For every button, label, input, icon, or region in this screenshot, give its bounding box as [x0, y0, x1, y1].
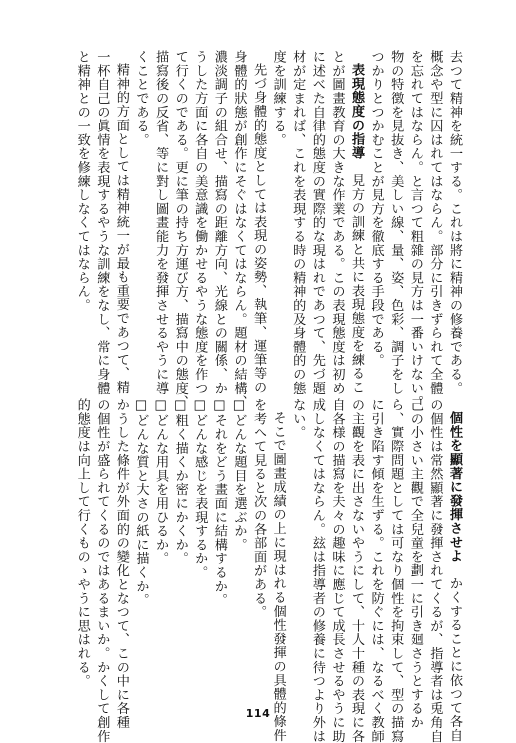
text-column: の主觀を表に出さないやうにして、十人十種の表現に各	[349, 398, 365, 743]
text-column: 己の小さい主觀で全兒童を劃一に引き廻さうとするか	[407, 398, 423, 730]
text-column: ら、實際問題としては可なり個性を拘束して、型の描寫	[388, 398, 404, 743]
text-column: うした方面に各自の美意識を働かせるやうな態度を作つ	[192, 50, 208, 395]
text-column: □どんな題目を選ぶか。	[231, 398, 247, 552]
text-column: 物の特徴を見抜き、美しい線、量、姿、色彩、調子をし	[388, 50, 404, 395]
text-column: に述べた自律的態度の實際的な現はれであつて、先づ題	[309, 50, 325, 395]
text-column: くことである。	[133, 50, 149, 147]
text-column: 先づ身體的態度としては表現の姿勢、執筆、運筆等の	[251, 63, 267, 395]
upper-text-block	[72, 50, 464, 409]
text-column: 一杯自己の眞情を表現するやうな訓練をなし、常に身體	[94, 50, 110, 395]
text-column: □どんな感じを表現するか。	[192, 398, 208, 580]
page-number: 114	[245, 707, 271, 720]
text-column: □それをどう畫面に結構するか。	[211, 398, 227, 607]
text-column: □粗く描くか密にかくか。	[172, 398, 188, 566]
text-column: □どんな質と大さの紙に描くか。	[133, 398, 149, 607]
text-column: 度を訓練する。	[270, 50, 286, 147]
text-column: 的態度は向上して行くものゝやうに思はれる。	[74, 398, 90, 688]
text-column: を考へて見ると次の各部面がある。	[251, 398, 267, 619]
text-column: 自各様の描寫を夫々の趣味に應じて成長させるやうに助	[329, 398, 345, 743]
text-column: て行くのである。更に筆の持ち方運び方、描寫中の態度、	[172, 50, 188, 409]
text-column: の個性は常然顯著に發揮されてくるが、指導者は兎角自	[427, 398, 443, 743]
text-column: □どんな用具を用ひるか。	[153, 398, 169, 566]
text-column: 成しなくてはならん。玆は指導者の修養に待つより外は	[309, 398, 325, 743]
text-column: に引き陷す傾を生ずる。これを防ぐには、なるべく教師	[368, 398, 384, 743]
text-column: 身體的狀態が創作にそぐはなくてはならん。題材の結構、	[231, 50, 247, 409]
text-column: とが圖畫教育の大きな作業である。この表現態度は初め	[329, 50, 345, 395]
text-column: 濃淡調子の組合せ、描寫の距離方向、光線との關係、か	[211, 50, 227, 395]
text-column: 去つて精神を統一する。これは將に精神の修養である。	[447, 50, 462, 395]
text-column: ない。	[290, 398, 306, 440]
text-column: つかりとつかむことが見方を徹底する手段である。	[368, 50, 384, 368]
text-column: 描寫後の反省、等に對し圖畫能力を發揮させるやうに導	[153, 50, 169, 395]
text-column: 表現態度の指導 見方の訓練と共に表現態度を練るこ	[349, 63, 365, 395]
text-column: の個性が盛られてくるのではあるまいか。かくして創作	[94, 398, 110, 743]
text-column: と精神との一致を修練しなくてはならん。	[74, 50, 90, 313]
text-column: かうした條件が外面的の變化となつて、この中に各種	[113, 398, 129, 730]
text-column: を忘れてはならん。と言つて粗雜の見方は一番いけない。	[407, 50, 423, 409]
text-column: 概念や型に囚はれてはならん。部分に引きずられて全體	[427, 50, 443, 395]
text-column: 材が定まれば、これを表現する時の精神的及身體的の態	[290, 50, 306, 395]
text-column: 精神的方面としては精神統一が最も重要であつて、精	[113, 63, 129, 395]
text-column: そこで圖畫成績の上に現はれる個性發揮の具體的條件	[270, 411, 286, 743]
text-column: 個性を顯著に發揮させよ かくすることに依つて各自	[447, 411, 462, 743]
